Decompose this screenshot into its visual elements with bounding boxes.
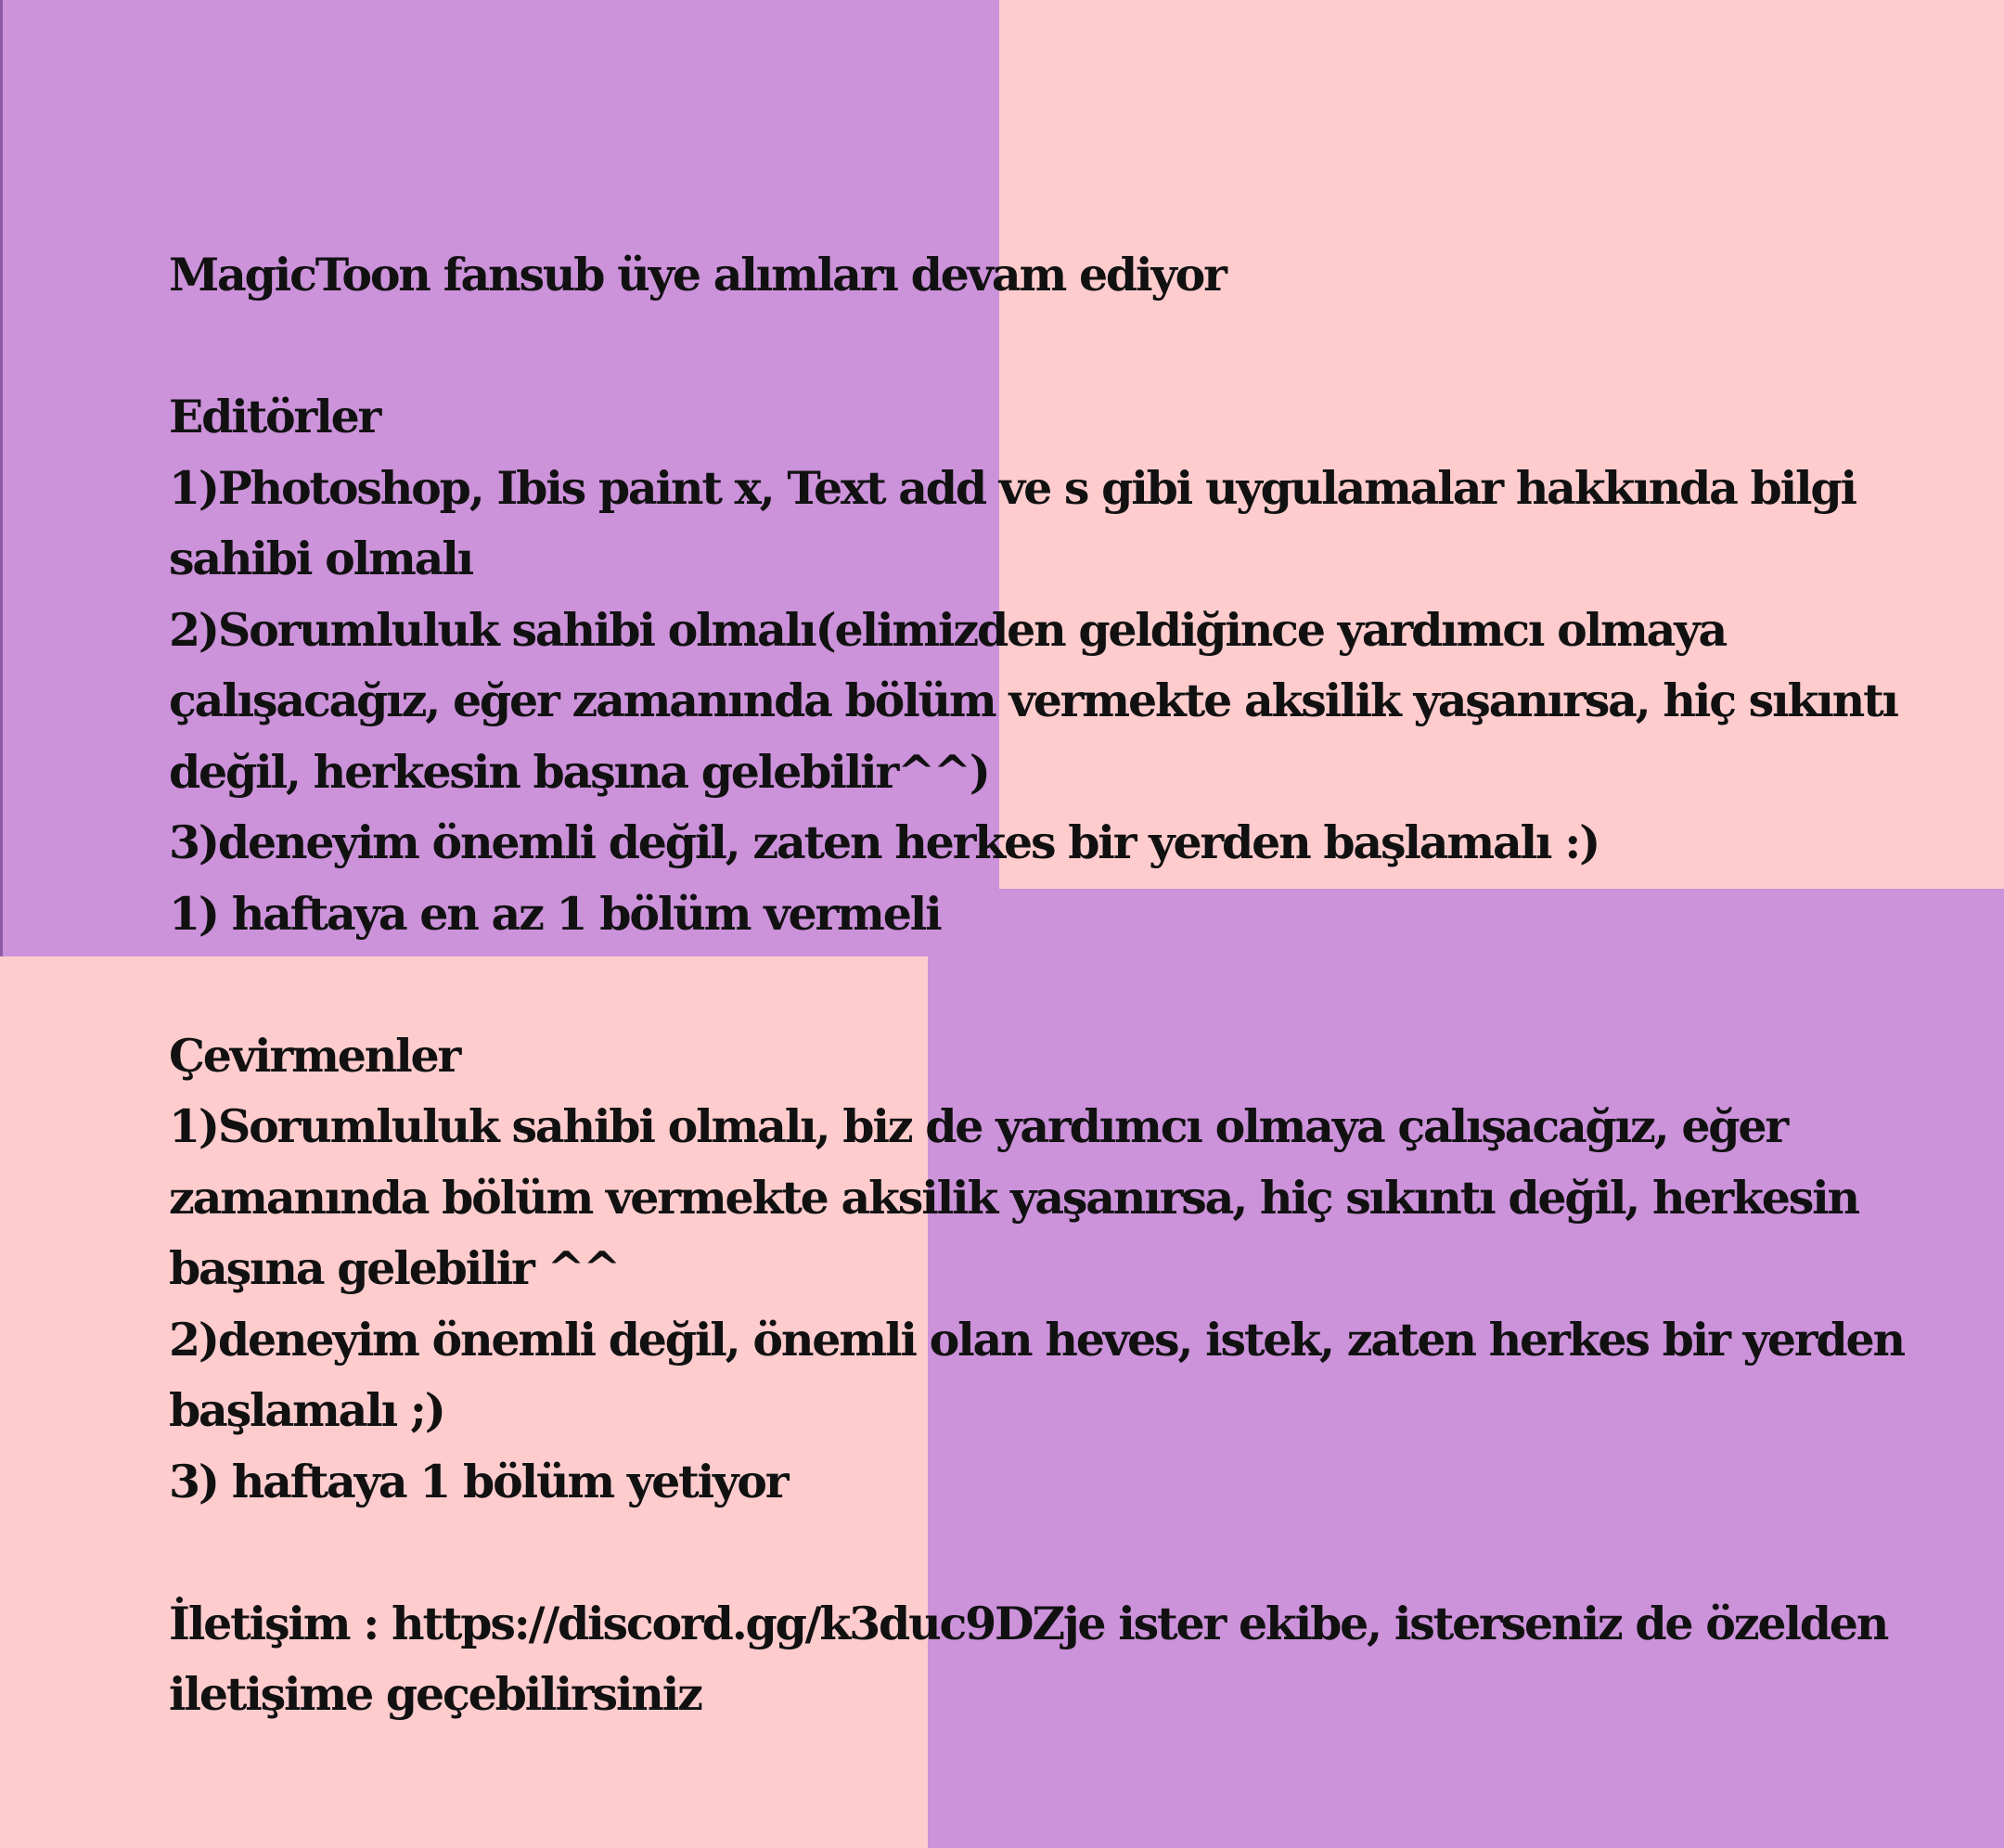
editors-line: 3)deneyim önemli değil, zaten herkes bir yerden başlamalı :) (169, 815, 1599, 869)
editors-line: çalışacağız, eğer zamanında bölüm vermekte aksilik yaşanırsa, hiç sıkıntı (169, 674, 1897, 727)
editors-line: 1) haftaya en az 1 bölüm vermeli (169, 886, 941, 941)
spacer (169, 311, 1950, 382)
left-edge-stripe (0, 0, 3, 956)
editors-heading: Editörler (169, 390, 380, 443)
translators-line: 1)Sorumluluk sahibi olmalı, biz de yardımcı olmaya çalışacağız, eğer (169, 1099, 1787, 1153)
spacer (169, 1517, 1950, 1588)
translators-line: başına gelebilir ^^ (169, 1241, 620, 1295)
translators-line: 3) haftaya 1 bölüm yetiyor (169, 1454, 788, 1508)
editors-line: değil, herkesin başına gelebilir^^) (169, 744, 989, 799)
contact-line: iletişime geçebilirsiniz (169, 1667, 701, 1721)
headline: MagicToon fansub üye alımları devam ediyor (169, 248, 1226, 302)
editors-line: 2)Sorumluluk sahibi olmalı(elimizden geldiğince yardımcı olmaya (169, 602, 1727, 657)
translators-heading: Çevirmenler (169, 1028, 460, 1083)
editors-line: sahibi olmalı (169, 532, 473, 585)
contact-line: İletişim : https://discord.gg/k3duc9DZje ister ekibe, isterseniz de özelden (169, 1596, 1888, 1650)
translators-line: başlamalı ;) (169, 1383, 444, 1437)
announcement-text (169, 239, 1950, 1730)
translators-line: zamanında bölüm vermekte aksilik yaşanırsa, hiç sıkıntı değil, herkesin (169, 1170, 1858, 1225)
translators-line: 2)deneyim önemli değil, önemli olan heves, istek, zaten herkes bir yerden (169, 1312, 1904, 1367)
editors-line: 1)Photoshop, Ibis paint x, Text add ve s gibi uygulamalar hakkında bilgi (169, 460, 1856, 515)
spacer (169, 949, 1950, 1020)
